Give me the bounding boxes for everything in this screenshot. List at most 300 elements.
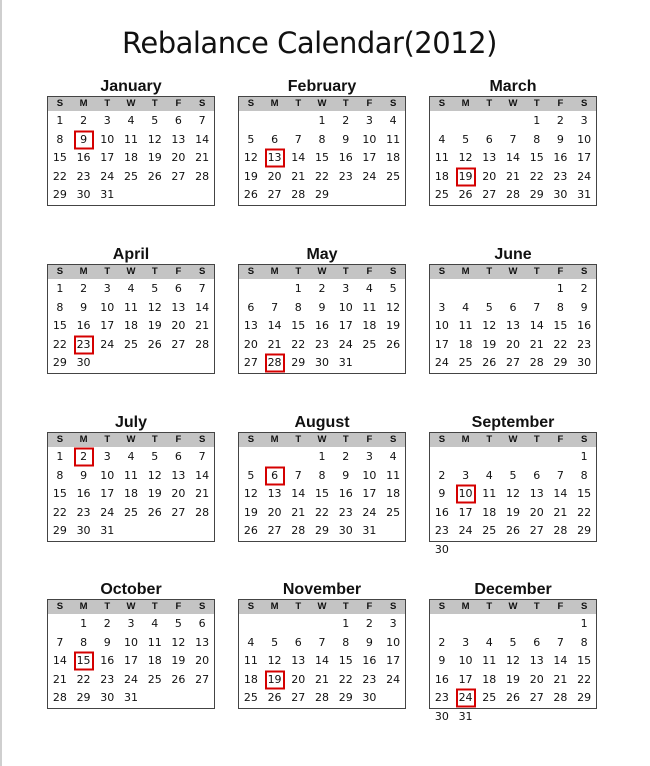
day-cell: 31 — [577, 188, 592, 201]
weekday-label: T — [104, 601, 111, 612]
month-table — [429, 96, 597, 206]
day-cell: 18 — [482, 505, 497, 519]
weekday-label: W — [508, 98, 518, 109]
day-cell: 14 — [195, 300, 210, 314]
day-cell: 26 — [505, 691, 520, 704]
day-cell: 10 — [100, 132, 115, 146]
month-name: July — [114, 414, 147, 431]
weekday-label: M — [79, 601, 88, 612]
day-cell: 19 — [147, 319, 162, 332]
day-cell: 7 — [556, 468, 564, 482]
day-cell: 28 — [314, 691, 329, 704]
day-cell: 17 — [434, 337, 449, 351]
weekday-label: F — [366, 98, 373, 109]
weekday-label: W — [508, 266, 518, 277]
day-cell: 18 — [123, 487, 138, 500]
day-cell: 11 — [123, 132, 138, 146]
day-cell: 29 — [577, 524, 592, 537]
weekday-label: M — [461, 98, 470, 109]
day-grid — [239, 447, 405, 541]
day-cell: 8 — [533, 132, 541, 146]
day-cell: 24 — [338, 337, 353, 351]
weekday-label: T — [151, 98, 158, 109]
day-cell: 19 — [243, 505, 258, 519]
day-cell: 17 — [577, 151, 592, 164]
day-cell: 2 — [318, 282, 326, 295]
weekday-label: S — [438, 98, 446, 109]
day-cell: 31 — [123, 691, 138, 704]
day-cell: 5 — [247, 132, 255, 146]
day-cell: 24 — [123, 672, 138, 686]
empty-cell — [239, 280, 263, 299]
day-cell: 21 — [195, 151, 210, 164]
day-cell: 19 — [505, 505, 520, 519]
month-table — [47, 264, 215, 374]
weekday-label: T — [104, 98, 111, 109]
day-cell: 26 — [386, 337, 401, 351]
day-cell: 10 — [362, 132, 377, 146]
weekday-label: S — [247, 266, 255, 277]
day-cell: 7 — [318, 635, 326, 649]
day-cell: 9 — [342, 468, 350, 482]
empty-cell — [501, 448, 525, 467]
day-grid — [239, 614, 405, 708]
weekday-label: S — [438, 434, 446, 445]
day-cell: 2 — [438, 635, 446, 649]
day-cell: 7 — [294, 132, 302, 146]
weekday-label: S — [247, 98, 255, 109]
day-cell: 27 — [291, 691, 306, 704]
day-cell: 16 — [338, 487, 353, 500]
day-cell: 2 — [80, 282, 88, 295]
day-cell: 1 — [342, 617, 350, 630]
day-cell: 5 — [485, 300, 493, 314]
day-cell: 28 — [195, 505, 210, 519]
weekday-label: T — [533, 266, 540, 277]
day-cell: 5 — [509, 468, 517, 482]
weekday-label: S — [199, 266, 206, 277]
day-cell: 3 — [389, 617, 397, 630]
day-cell: 29 — [338, 691, 353, 704]
day-cell: 18 — [458, 337, 473, 351]
weekday-label: T — [533, 601, 540, 612]
day-cell: 15 — [338, 654, 353, 667]
day-cell: 16 — [76, 487, 91, 500]
day-grid — [430, 111, 596, 205]
day-cell: 10 — [434, 319, 449, 332]
day-cell: 11 — [123, 300, 138, 314]
day-cell: 23 — [362, 672, 377, 686]
weekday-label: S — [581, 601, 588, 612]
day-cell: 19 — [171, 654, 186, 667]
day-cell: 19 — [147, 487, 162, 500]
day-cell: 28 — [195, 337, 210, 351]
day-cell: 22 — [52, 337, 67, 351]
weekday-header — [239, 97, 405, 111]
day-cell: 27 — [171, 505, 186, 519]
day-cell: 31 — [338, 356, 353, 369]
month-name: April — [112, 246, 150, 263]
day-cell: 13 — [243, 319, 258, 332]
day-cell: 30 — [100, 691, 115, 704]
weekday-label: M — [79, 434, 88, 445]
weekday-header — [430, 97, 596, 111]
weekday-label: F — [366, 434, 373, 445]
day-cell: 23 — [100, 672, 115, 686]
day-cell: 20 — [171, 151, 186, 164]
weekday-label: T — [151, 434, 158, 445]
day-cell: 11 — [123, 468, 138, 482]
weekday-label: W — [508, 434, 518, 445]
day-cell: 4 — [365, 282, 373, 295]
day-cell: 15 — [577, 487, 592, 500]
day-cell: 16 — [314, 319, 329, 332]
day-cell: 10 — [338, 300, 353, 314]
weekday-label: T — [104, 266, 111, 277]
day-cell: 16 — [434, 672, 449, 686]
day-cell: 15 — [314, 487, 329, 500]
day-cell: 23 — [577, 337, 592, 351]
day-cell: 26 — [147, 505, 162, 519]
day-cell: 3 — [462, 635, 470, 649]
rebalance-day: 24 — [454, 689, 478, 708]
day-cell: 7 — [198, 114, 206, 127]
day-cell: 22 — [52, 169, 67, 183]
day-cell: 3 — [342, 282, 350, 295]
day-cell: 22 — [577, 505, 592, 519]
day-cell: 17 — [458, 505, 473, 519]
day-cell: 1 — [580, 617, 588, 630]
day-cell: 4 — [127, 114, 135, 127]
weekday-header — [239, 265, 405, 279]
weekday-label: W — [317, 601, 327, 612]
weekday-label: S — [390, 98, 397, 109]
day-cell: 20 — [243, 337, 258, 351]
day-cell: 26 — [243, 188, 258, 201]
day-cell: 25 — [482, 691, 497, 704]
day-cell: 10 — [100, 300, 115, 314]
day-cell: 1 — [80, 617, 88, 630]
day-cell: 21 — [553, 505, 568, 519]
day-cell: 10 — [100, 468, 115, 482]
empty-cell — [525, 448, 549, 467]
day-cell: 18 — [386, 487, 401, 500]
weekday-label: T — [104, 434, 111, 445]
weekday-label: S — [581, 434, 588, 445]
month-name: February — [287, 78, 357, 95]
weekday-label: S — [247, 434, 255, 445]
day-cell: 9 — [80, 300, 88, 314]
day-cell: 8 — [318, 468, 326, 482]
empty-cell — [454, 112, 478, 131]
day-cell: 25 — [123, 169, 138, 183]
day-cell: 12 — [147, 300, 162, 314]
day-cell: 15 — [577, 654, 592, 667]
day-cell: 7 — [294, 468, 302, 482]
day-cell: 17 — [123, 654, 138, 667]
day-cell: 6 — [174, 282, 182, 295]
day-cell: 22 — [529, 169, 544, 183]
day-cell: 19 — [386, 319, 401, 332]
day-cell: 15 — [553, 319, 568, 332]
page-title: Rebalance Calendar(2012) — [122, 26, 497, 60]
weekday-label: S — [199, 98, 206, 109]
day-cell: 11 — [434, 151, 449, 164]
day-cell: 9 — [80, 468, 88, 482]
rebalance-day: 28 — [263, 354, 287, 373]
month-table — [47, 432, 215, 542]
weekday-label: M — [270, 434, 279, 445]
day-cell: 1 — [56, 114, 64, 127]
day-cell: 23 — [314, 337, 329, 351]
empty-cell — [454, 280, 478, 299]
month-name: May — [306, 246, 338, 263]
day-cell: 8 — [580, 635, 588, 649]
day-cell: 29 — [314, 524, 329, 537]
day-cell: 21 — [505, 169, 520, 183]
weekday-label: T — [342, 434, 349, 445]
empty-cell — [48, 615, 72, 634]
day-cell: 10 — [386, 635, 401, 649]
day-cell: 22 — [76, 672, 91, 686]
weekday-label: M — [270, 601, 279, 612]
month-name: June — [494, 246, 532, 263]
day-cell: 6 — [533, 635, 541, 649]
weekday-label: S — [581, 98, 588, 109]
weekday-label: T — [295, 98, 302, 109]
day-cell: 22 — [314, 505, 329, 519]
day-grid — [239, 111, 405, 205]
day-cell: 5 — [271, 635, 279, 649]
weekday-label: S — [56, 98, 64, 109]
day-cell: 11 — [147, 635, 162, 649]
day-cell: 28 — [553, 691, 568, 704]
month-name: September — [471, 414, 555, 431]
weekday-label: S — [438, 601, 446, 612]
month-table — [429, 432, 597, 556]
day-cell: 20 — [267, 169, 282, 183]
day-cell: 6 — [533, 468, 541, 482]
weekday-label: S — [390, 266, 397, 277]
day-cell: 4 — [438, 132, 446, 146]
empty-cell — [286, 112, 310, 131]
day-cell: 15 — [291, 319, 306, 332]
day-cell: 17 — [100, 319, 115, 332]
day-cell: 3 — [103, 450, 111, 463]
rebalance-day: 19 — [263, 671, 287, 690]
day-cell: 12 — [267, 654, 282, 667]
empty-cell — [477, 112, 501, 131]
day-grid — [239, 279, 405, 373]
empty-cell — [525, 615, 549, 634]
rebalance-day: 10 — [454, 485, 478, 504]
day-cell: 2 — [438, 468, 446, 482]
day-cell: 7 — [509, 132, 517, 146]
day-cell: 21 — [291, 505, 306, 519]
day-cell: 10 — [362, 468, 377, 482]
day-cell: 6 — [271, 132, 279, 146]
day-cell: 25 — [123, 337, 138, 351]
day-cell: 23 — [76, 505, 91, 519]
page-left-border — [0, 0, 2, 766]
weekday-label: S — [199, 601, 206, 612]
day-cell: 8 — [556, 300, 564, 314]
day-cell: 27 — [171, 169, 186, 183]
day-cell: 27 — [195, 672, 210, 686]
day-cell: 18 — [123, 151, 138, 164]
day-cell: 24 — [100, 337, 115, 351]
day-cell: 10 — [577, 132, 592, 146]
day-cell: 25 — [482, 524, 497, 537]
day-cell: 25 — [243, 691, 258, 704]
day-cell: 26 — [147, 337, 162, 351]
rebalance-day: 9 — [72, 131, 96, 150]
weekday-label: T — [486, 601, 493, 612]
weekday-label: F — [366, 601, 373, 612]
day-cell: 31 — [458, 709, 473, 723]
weekday-label: M — [270, 266, 279, 277]
weekday-header — [48, 265, 214, 279]
day-cell: 25 — [434, 188, 449, 201]
day-cell: 30 — [76, 524, 91, 537]
day-cell: 21 — [52, 672, 67, 686]
day-cell: 3 — [365, 450, 373, 463]
day-cell: 17 — [100, 487, 115, 500]
day-cell: 27 — [505, 356, 520, 369]
day-cell: 25 — [362, 337, 377, 351]
weekday-label: S — [199, 434, 206, 445]
weekday-label: T — [151, 601, 158, 612]
day-cell: 3 — [462, 468, 470, 482]
day-cell: 26 — [505, 524, 520, 537]
day-cell: 23 — [76, 169, 91, 183]
weekday-label: T — [486, 434, 493, 445]
weekday-header — [239, 433, 405, 447]
day-cell: 24 — [458, 524, 473, 537]
weekday-label: F — [175, 98, 182, 109]
day-cell: 30 — [338, 524, 353, 537]
day-cell: 14 — [505, 151, 520, 164]
day-cell: 9 — [556, 132, 564, 146]
weekday-label: F — [557, 434, 564, 445]
weekday-header — [48, 97, 214, 111]
day-cell: 7 — [198, 282, 206, 295]
day-cell: 16 — [577, 319, 592, 332]
day-cell: 1 — [56, 282, 64, 295]
weekday-label: T — [295, 601, 302, 612]
day-cell: 17 — [362, 151, 377, 164]
day-cell: 9 — [318, 300, 326, 314]
month-table — [238, 599, 406, 709]
day-cell: 17 — [100, 151, 115, 164]
day-cell: 29 — [52, 356, 67, 369]
weekday-label: T — [486, 98, 493, 109]
empty-cell — [239, 112, 263, 131]
month-name: January — [100, 78, 162, 95]
weekday-label: T — [486, 266, 493, 277]
day-cell: 27 — [267, 188, 282, 201]
day-cell: 3 — [127, 617, 135, 630]
day-cell: 15 — [52, 151, 67, 164]
day-cell: 3 — [580, 114, 588, 127]
weekday-label: T — [533, 434, 540, 445]
day-cell: 29 — [52, 188, 67, 201]
weekday-header — [430, 600, 596, 614]
weekday-label: S — [56, 434, 64, 445]
empty-cell — [263, 112, 287, 131]
day-cell: 14 — [529, 319, 544, 332]
day-cell: 9 — [580, 300, 588, 314]
day-cell: 11 — [482, 654, 497, 667]
day-cell: 29 — [76, 691, 91, 704]
empty-cell — [501, 280, 525, 299]
day-cell: 25 — [147, 672, 162, 686]
day-cell: 30 — [577, 356, 592, 369]
weekday-label: W — [508, 601, 518, 612]
day-cell: 11 — [362, 300, 377, 314]
day-cell: 5 — [247, 468, 255, 482]
weekday-label: F — [557, 98, 564, 109]
day-cell: 24 — [362, 169, 377, 183]
day-cell: 4 — [127, 450, 135, 463]
day-cell: 1 — [556, 282, 564, 295]
day-cell: 15 — [314, 151, 329, 164]
day-cell: 18 — [147, 654, 162, 667]
day-cell: 14 — [553, 487, 568, 500]
day-cell: 27 — [267, 524, 282, 537]
day-cell: 26 — [482, 356, 497, 369]
weekday-header — [48, 600, 214, 614]
weekday-header — [48, 433, 214, 447]
day-cell: 26 — [267, 691, 282, 704]
month-table — [238, 96, 406, 206]
day-cell: 29 — [529, 188, 544, 201]
rebalance-day: 2 — [72, 448, 96, 467]
weekday-label: W — [317, 434, 327, 445]
day-cell: 22 — [291, 337, 306, 351]
day-cell: 2 — [556, 114, 564, 127]
day-grid — [430, 614, 596, 726]
day-cell: 21 — [529, 337, 544, 351]
day-cell: 30 — [76, 356, 91, 369]
day-cell: 5 — [509, 635, 517, 649]
day-cell: 6 — [174, 114, 182, 127]
day-cell: 1 — [580, 450, 588, 463]
day-cell: 1 — [56, 450, 64, 463]
day-cell: 24 — [577, 169, 592, 183]
rebalance-day: 15 — [72, 652, 96, 671]
weekday-label: T — [342, 266, 349, 277]
month-table — [238, 264, 406, 374]
day-cell: 23 — [338, 505, 353, 519]
day-cell: 14 — [267, 319, 282, 332]
day-cell: 20 — [291, 672, 306, 686]
weekday-label: S — [390, 434, 397, 445]
day-cell: 28 — [195, 169, 210, 183]
day-cell: 2 — [342, 450, 350, 463]
day-cell: 4 — [389, 450, 397, 463]
day-cell: 27 — [171, 337, 186, 351]
day-cell: 12 — [482, 319, 497, 332]
day-cell: 17 — [386, 654, 401, 667]
day-cell: 16 — [100, 654, 115, 667]
day-cell: 8 — [80, 635, 88, 649]
day-cell: 9 — [438, 654, 446, 667]
day-cell: 26 — [458, 188, 473, 201]
day-cell: 20 — [171, 319, 186, 332]
empty-cell — [525, 280, 549, 299]
weekday-label: M — [79, 98, 88, 109]
